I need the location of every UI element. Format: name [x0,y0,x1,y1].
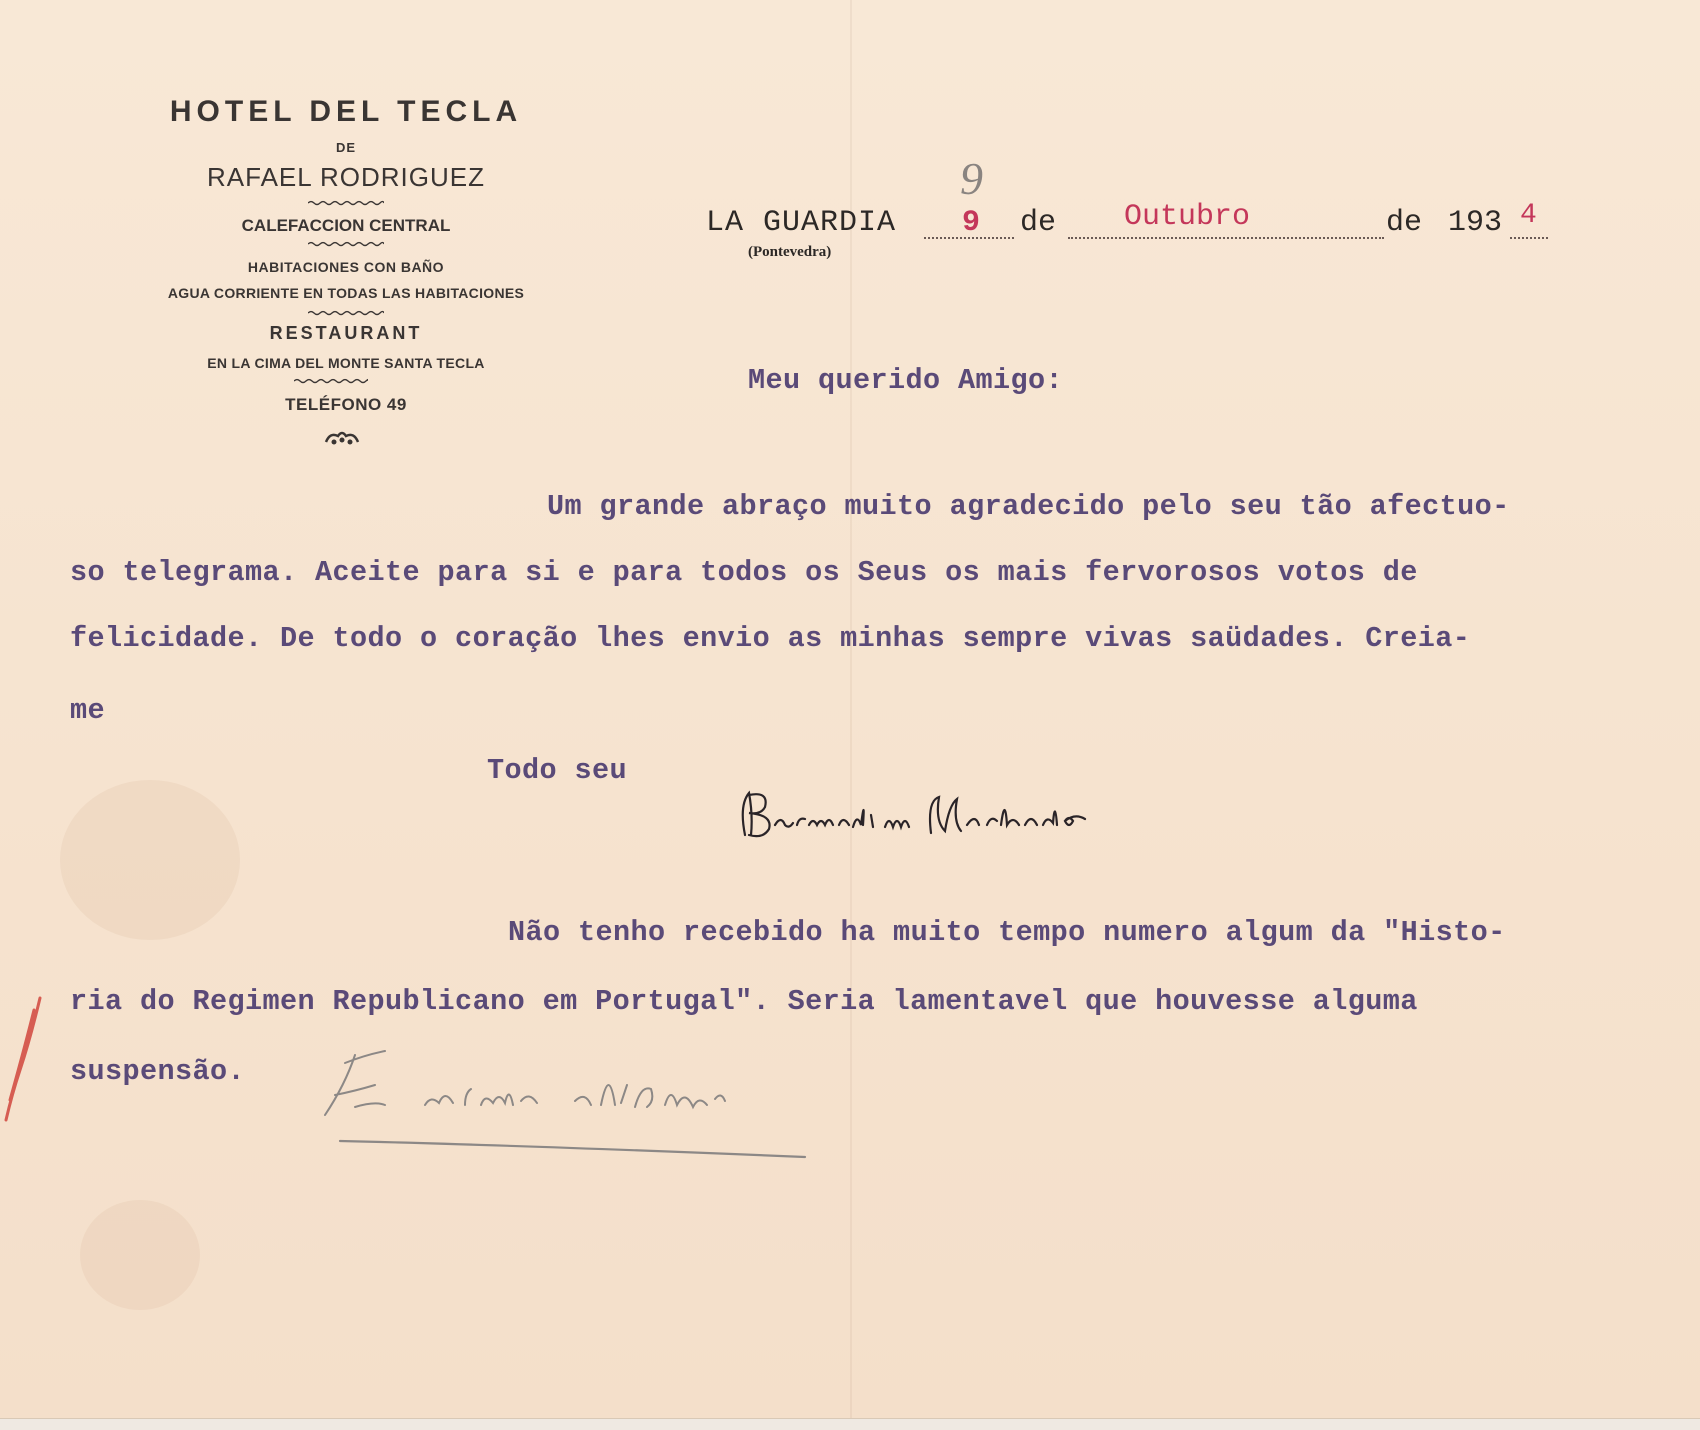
place-name: LA GUARDIA [706,206,897,240]
squiggle-divider [294,378,368,384]
squiggle-divider [308,200,384,206]
year-dotted-line [1510,237,1548,239]
signature [735,785,1135,845]
province-name: (Pontevedra) [748,244,832,260]
salutation: Meu querido Amigo: [748,364,1064,397]
letter-line-2: so telegrama. Aceite para si e para todos os Seus os mais fervorosos votos de [70,556,1418,589]
ornament-icon [322,428,362,448]
squiggle-divider [308,241,384,247]
month-dotted-line [1068,237,1384,239]
date-month: Outubro [1124,200,1251,234]
date-year-suffix: 4 [1520,200,1537,231]
postscript-line-1: Não tenho recebido ha muito tempo numero algum da "Histo- [508,916,1506,949]
letterhead-running-water: AGUA CORRIENTE EN TODAS LAS HABITACIONES [167,285,525,301]
closing: Todo seu [487,754,628,787]
letterhead-rooms-bath: HABITACIONES CON BAÑO [247,259,445,275]
page-bottom-edge [0,1418,1700,1430]
letterhead-telephone: TELÉFONO 49 [285,395,407,414]
squiggle-divider [308,310,384,316]
paper-stain [80,1200,200,1310]
paper-stain [60,780,240,940]
red-margin-mark [0,990,50,1130]
letterhead-owner: RAFAEL RODRIGUEZ [207,162,485,192]
postscript-line-2: ria do Regimen Republicano em Portugal". Seria lamentavel que houvesse alguma [70,985,1418,1018]
letterhead-restaurant: RESTAURANT [269,323,423,343]
date-de-1: de [1020,206,1057,240]
postscript-line-3: suspensão. [70,1055,246,1088]
handwritten-number: 9 [960,153,983,204]
letter-line-4: me [70,694,106,727]
letterhead-location: EN LA CIMA DEL MONTE SANTA TECLA [207,355,485,371]
pencil-annotation [315,1045,815,1165]
letterhead-de: DE [335,140,357,155]
date-de-2: de [1386,206,1423,240]
date-day: 9 [962,206,981,240]
date-year-prefix: 193 [1448,206,1503,240]
letter-line-3: felicidade. De todo o coração lhes envio as minhas sempre vivas saüdades. Creia- [70,622,1471,655]
letterhead-heating: CALEFACCION CENTRAL [241,216,451,235]
letterhead-hotel-name: HOTEL DEL TECLA [169,95,523,128]
letter-line-1: Um grande abraço muito agradecido pelo seu tão afectuo- [547,490,1510,523]
